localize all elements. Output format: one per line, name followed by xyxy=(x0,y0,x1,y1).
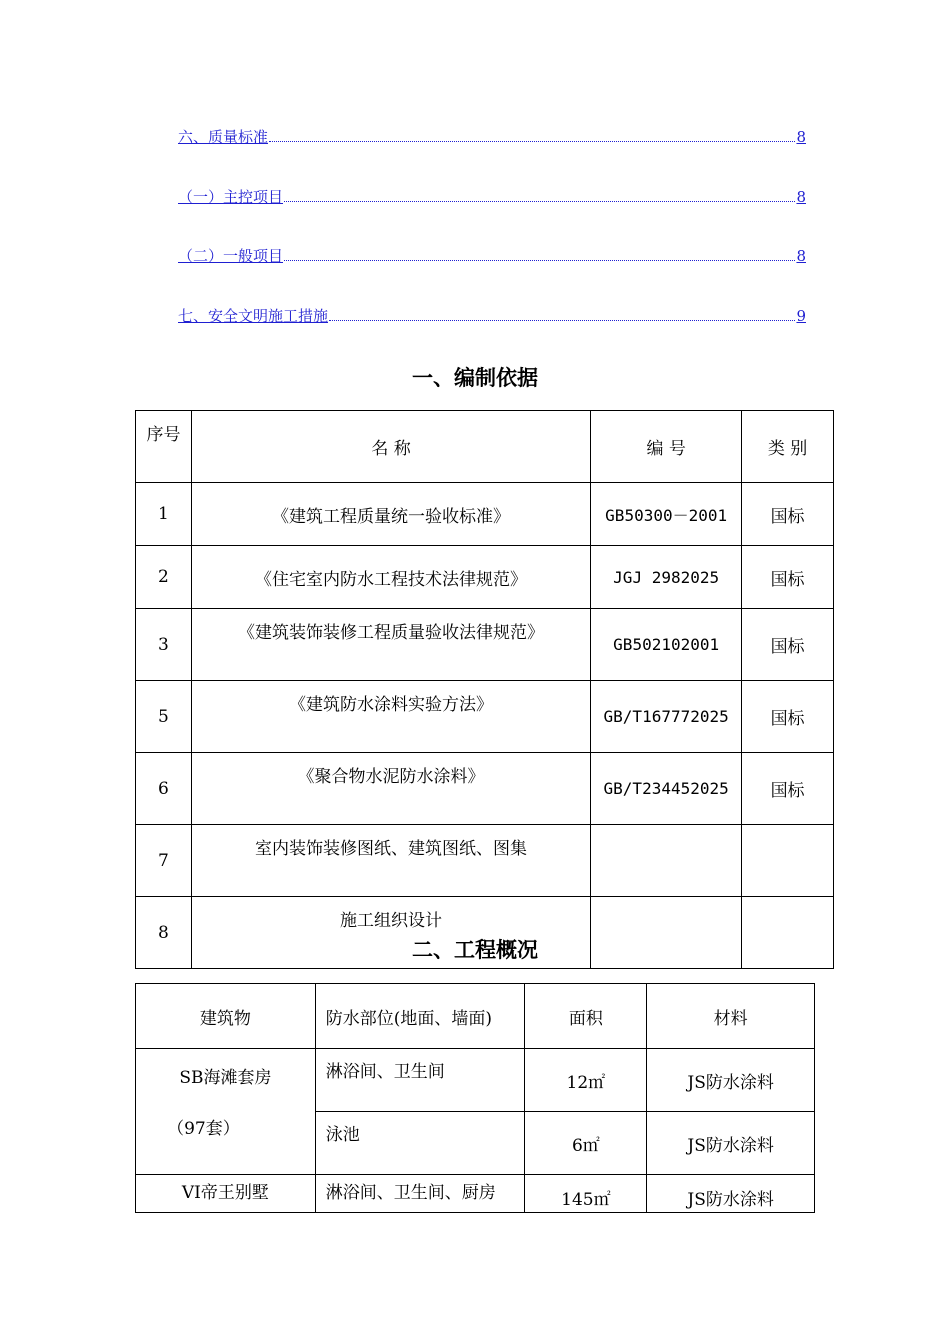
table-row xyxy=(136,825,834,897)
document-category: 国标 xyxy=(742,546,834,609)
row-number: 7 xyxy=(136,825,192,897)
table-row xyxy=(136,681,834,753)
table-row xyxy=(136,609,834,681)
document-code: GB/T167772025 xyxy=(591,681,742,753)
table-row xyxy=(136,1175,815,1213)
table-header-row xyxy=(136,411,834,483)
header-cell: 材料 xyxy=(647,984,815,1049)
header-cell: 名 称 xyxy=(191,411,590,483)
building-name: VI帝王别墅 xyxy=(136,1175,316,1213)
area-value: 145㎡ xyxy=(525,1175,647,1213)
document-name: 《住宅室内防水工程技术法律规范》 xyxy=(191,546,590,609)
basis-table xyxy=(135,410,834,969)
toc-leader xyxy=(269,127,795,142)
toc-page: 8 xyxy=(796,128,806,146)
toc-title: （二）一般项目 xyxy=(178,247,284,265)
row-number: 3 xyxy=(136,609,192,681)
document-name: 《建筑工程质量统一验收标准》 xyxy=(191,483,590,546)
table-row xyxy=(136,546,834,609)
document-category: 国标 xyxy=(742,681,834,753)
building-cell xyxy=(136,1049,316,1175)
document-name: 室内装饰装修图纸、建筑图纸、图集 xyxy=(191,825,590,897)
toc-leader xyxy=(284,187,795,202)
toc-title: 七、安全文明施工措施 xyxy=(178,307,329,325)
area-value: 6㎡ xyxy=(525,1112,647,1175)
overview-table xyxy=(135,983,815,1213)
building-name: SB海滩套房 xyxy=(179,1068,272,1088)
header-cell: 类 别 xyxy=(742,411,834,483)
document-name: 施工组织设计 xyxy=(191,897,590,969)
document-code: GB/T234452025 xyxy=(591,753,742,825)
toc-page: 9 xyxy=(796,307,806,325)
document-category: 国标 xyxy=(742,609,834,681)
document-category xyxy=(742,825,834,897)
document-category: 国标 xyxy=(742,753,834,825)
table-row xyxy=(136,483,834,546)
material-value: JS防水涂料 xyxy=(647,1049,815,1112)
header-cell: 面积 xyxy=(525,984,647,1049)
section-heading-overview: 二、工程概况 xyxy=(412,938,538,962)
toc-link-main-control[interactable] xyxy=(178,186,806,208)
row-number: 1 xyxy=(136,483,192,546)
document-code: GB502102001 xyxy=(591,609,742,681)
section-heading-basis: 一、编制依据 xyxy=(412,366,538,390)
document-code: JGJ 2982025 xyxy=(591,546,742,609)
document-code: GB50300－2001 xyxy=(591,483,742,546)
document-name: 《建筑装饰装修工程质量验收法律规范》 xyxy=(191,609,590,681)
table-header-row xyxy=(136,984,815,1049)
material-value: JS防水涂料 xyxy=(647,1175,815,1213)
document-category: 国标 xyxy=(742,483,834,546)
toc-page: 8 xyxy=(796,188,806,206)
table-row xyxy=(136,753,834,825)
toc-link-quality-standard[interactable] xyxy=(178,126,806,148)
building-count: （97套） xyxy=(167,1119,240,1139)
waterproof-part: 淋浴间、卫生间、厨房 xyxy=(315,1175,525,1213)
toc-leader xyxy=(284,246,795,261)
toc-link-general-items[interactable] xyxy=(178,245,806,267)
document-name: 《聚合物水泥防水涂料》 xyxy=(191,753,590,825)
waterproof-part: 泳池 xyxy=(315,1112,525,1175)
document-name: 《建筑防水涂料实验方法》 xyxy=(191,681,590,753)
toc-link-safety-measures[interactable] xyxy=(178,305,806,327)
row-number: 5 xyxy=(136,681,192,753)
header-cell: 编 号 xyxy=(591,411,742,483)
row-number: 6 xyxy=(136,753,192,825)
header-cell: 建筑物 xyxy=(136,984,316,1049)
row-number: 2 xyxy=(136,546,192,609)
waterproof-part: 淋浴间、卫生间 xyxy=(315,1049,525,1112)
table-row xyxy=(136,1049,815,1112)
toc-page: 8 xyxy=(796,247,806,265)
row-number: 8 xyxy=(136,897,192,969)
header-cell: 防水部位(地面、墙面) xyxy=(315,984,525,1049)
toc-title: 六、质量标准 xyxy=(178,128,269,146)
toc-leader xyxy=(329,306,795,321)
area-value: 12㎡ xyxy=(525,1049,647,1112)
header-cell: 序号 xyxy=(136,411,192,483)
toc-title: （一）主控项目 xyxy=(178,188,284,206)
material-value: JS防水涂料 xyxy=(647,1112,815,1175)
document-code xyxy=(591,825,742,897)
